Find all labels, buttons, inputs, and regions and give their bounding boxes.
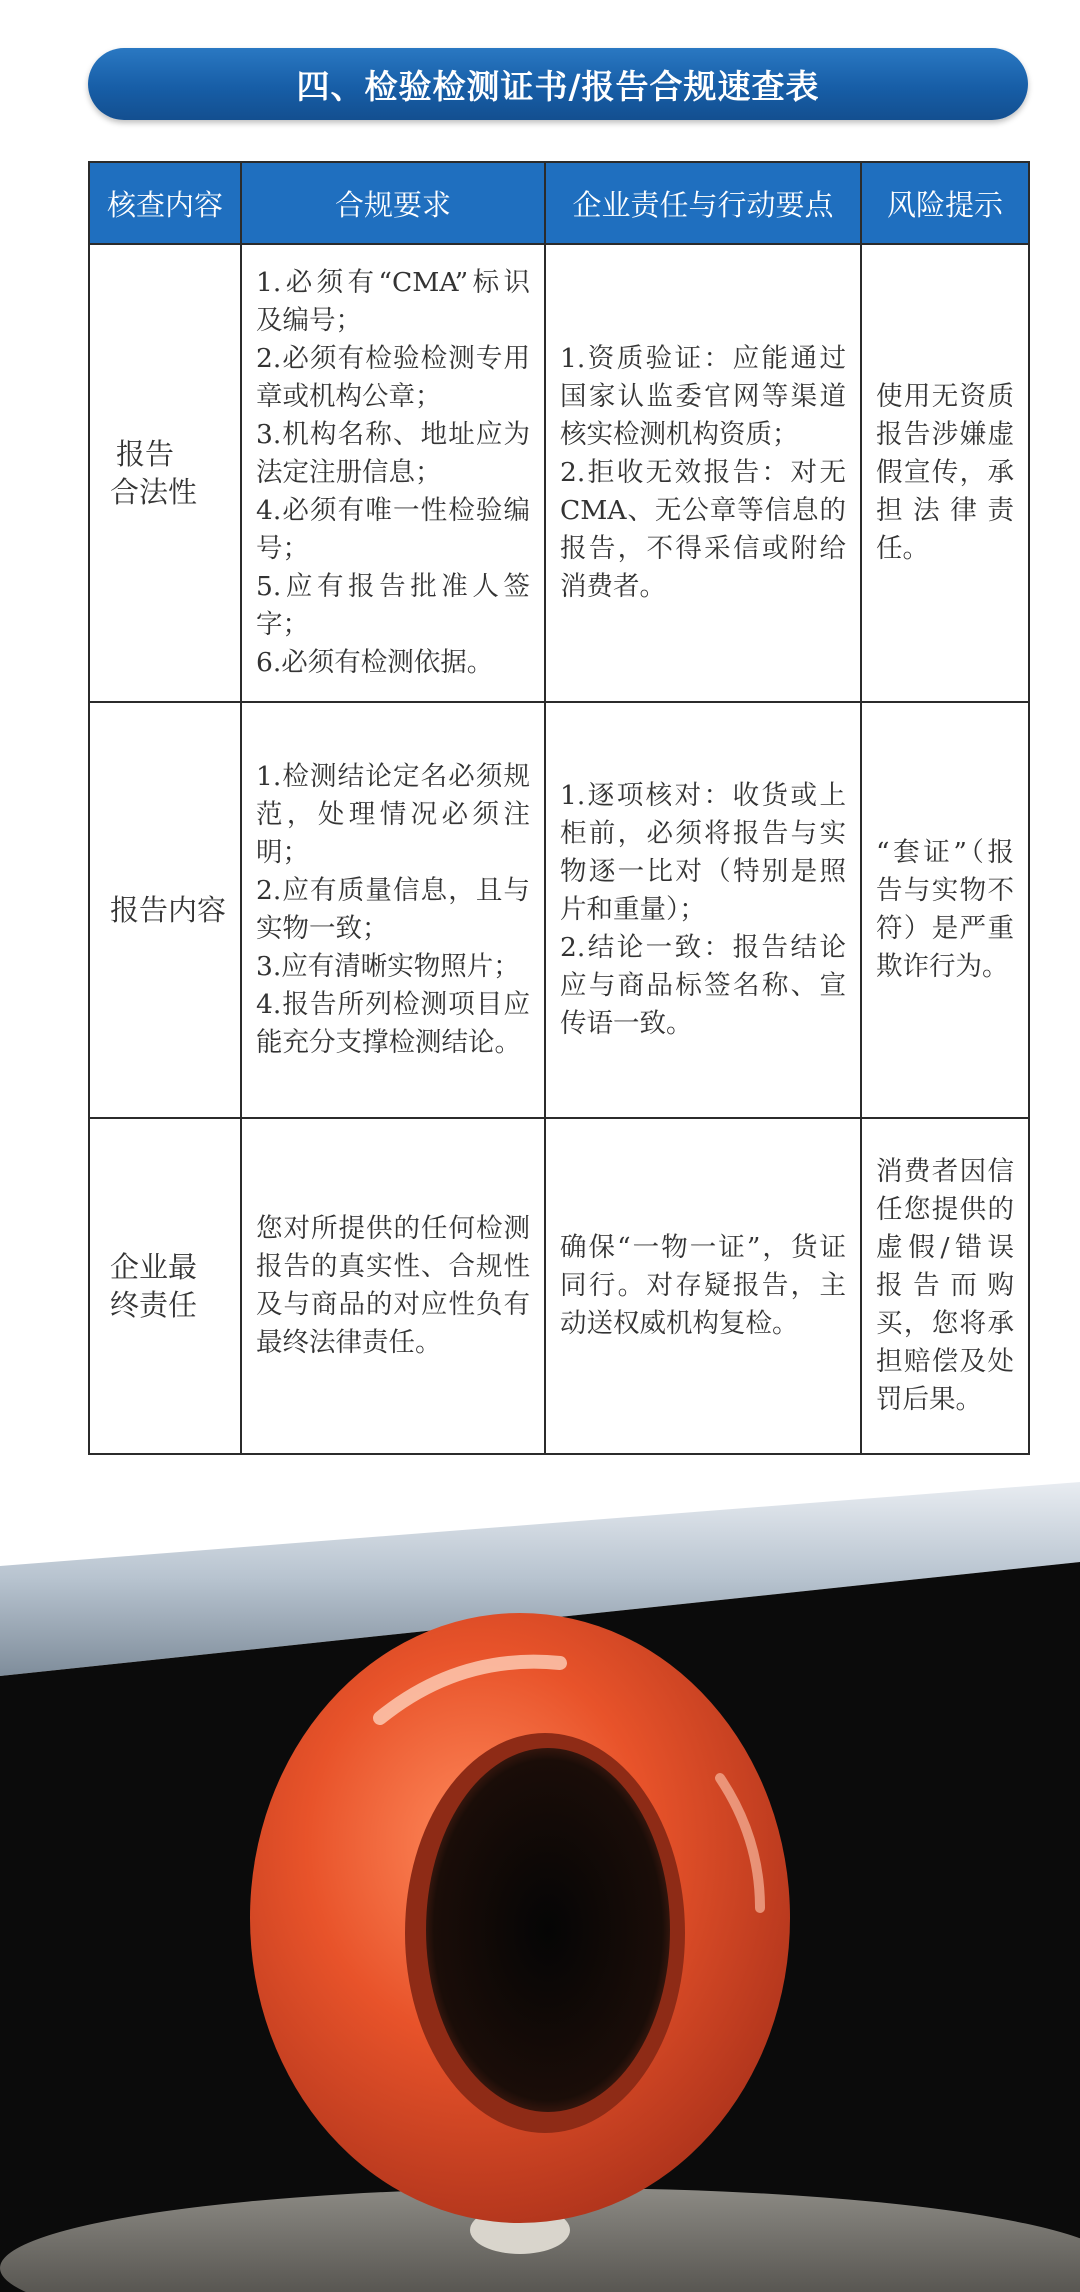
- row-requirements: 您对所提供的任何检测报告的真实性、合规性及与商品的对应性负有最终法律责任。: [241, 1118, 545, 1454]
- agate-ring-photo: [0, 1478, 1080, 2292]
- section-title-banner: [88, 48, 1028, 120]
- row-risk: 使用无资质报告涉嫌虚假宣传，承担法律责任。: [861, 244, 1029, 702]
- header-risk: 风险提示: [861, 162, 1029, 244]
- compliance-table: [88, 161, 1030, 1455]
- row-requirements: 1.必须有“CMA”标识及编号； 2.必须有检验检测专用章或机构公章； 3.机构名称、地址应为法定注册信息； 4.必须有唯一性检验编号； 5.应有报告批准人签字； 6.必须有检测依据。: [241, 244, 545, 702]
- row-requirements: 1.检测结论定名必须规范，处理情况必须注明； 2.应有质量信息，且与实物一致； 3.应有清晰实物照片； 4.报告所列检测项目应能充分支撑检测结论。: [241, 702, 545, 1118]
- header-actions: 企业责任与行动要点: [545, 162, 861, 244]
- ring-hole: [426, 1748, 670, 2112]
- table-row: [89, 244, 1029, 702]
- table-row: [89, 1118, 1029, 1454]
- table-row: [89, 702, 1029, 1118]
- header-requirements: 合规要求: [241, 162, 545, 244]
- table-header-row: [89, 162, 1029, 244]
- row-risk: “套证”（报告与实物不符）是严重欺诈行为。: [861, 702, 1029, 1118]
- row-item: 企业最 终责任: [89, 1118, 241, 1454]
- header-check-item: 核查内容: [89, 162, 241, 244]
- row-actions: 确保“一物一证”，货证同行。对存疑报告，主动送权威机构复检。: [545, 1118, 861, 1454]
- row-item: 报告 合法性: [89, 244, 241, 702]
- row-actions: 1.逐项核对：收货或上柜前，必须将报告与实物逐一比对（特别是照片和重量）； 2.结论一致：报告结论应与商品标签名称、宣传语一致。: [545, 702, 861, 1118]
- row-actions: 1.资质验证：应能通过国家认监委官网等渠道核实检测机构资质； 2.拒收无效报告：对无CMA、无公章等信息的报告，不得采信或附给消费者。: [545, 244, 861, 702]
- row-risk: 消费者因信任您提供的虚假/错误报告而购买，您将承担赔偿及处罚后果。: [861, 1118, 1029, 1454]
- row-item: 报告内容: [89, 702, 241, 1118]
- section-title: 四、检验检测证书/报告合规速查表: [296, 66, 820, 106]
